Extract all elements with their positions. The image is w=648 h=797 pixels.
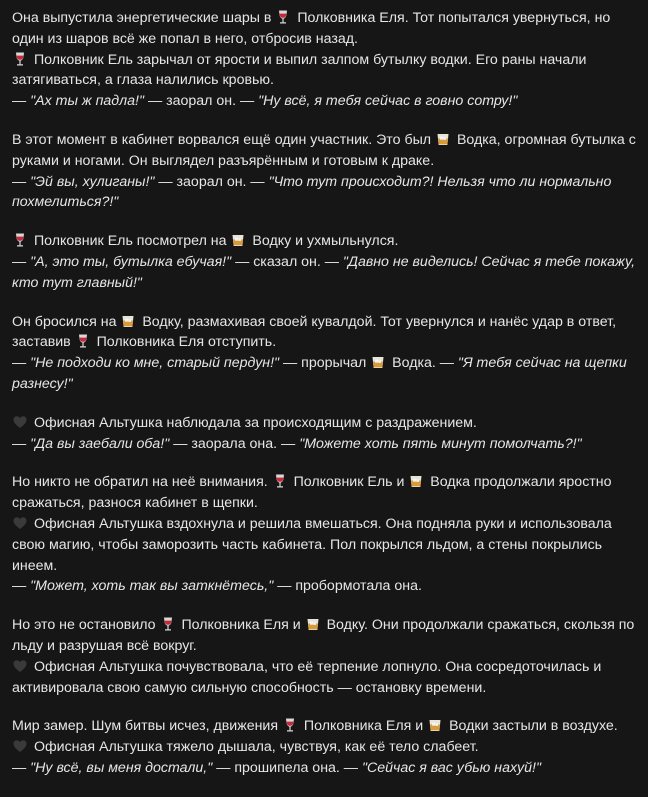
text: Водка продолжали яростно сражаться, разнося кабинет в щепки.	[12, 474, 612, 512]
line	[12, 434, 636, 455]
quote: "Может, хоть так вы заткнётесь,"	[30, 578, 274, 595]
text: Водки застыли в воздухе.	[445, 718, 618, 735]
quote: "Эй вы, хулиганы!"	[30, 173, 155, 190]
text: Офисная Альтушка почувствовала, что её терпение лопнуло. Она сосредоточилась и активировала свою самую сильную способность — остановку времени.	[12, 658, 602, 696]
text: Мир замер. Шум битвы исчез, движения	[12, 718, 282, 735]
line	[12, 716, 636, 758]
line	[12, 172, 636, 214]
tumbler-glass-icon	[370, 354, 386, 370]
quote: "Я тебя сейчас на щепки разнесу!"	[12, 355, 627, 392]
line	[12, 576, 636, 597]
quote: "Ну всё, вы меня достали,"	[30, 759, 213, 776]
wine-glass-icon	[75, 333, 91, 349]
paragraph-1	[12, 8, 636, 112]
wine-glass-icon	[12, 51, 28, 67]
text: — прорычал	[279, 355, 371, 372]
paragraph-4	[12, 312, 636, 395]
text: — заорал он. —	[144, 93, 259, 110]
line	[12, 50, 636, 92]
text: Полковника Еля и	[299, 718, 428, 735]
text: Офисная Альтушка наблюдала за происходящим с раздражением.	[30, 414, 477, 431]
dash: —	[12, 435, 31, 452]
text: — пробормотала она.	[273, 578, 422, 595]
black-heart-icon	[12, 414, 28, 430]
wine-glass-icon	[272, 473, 288, 489]
dash: —	[12, 759, 31, 776]
text: — сказал он. —	[231, 253, 343, 270]
paragraph-7	[12, 615, 636, 698]
line	[12, 312, 636, 354]
quote: "Что тут происходит?! Нельзя что ли нормально похмелиться?!"	[12, 173, 612, 211]
line	[12, 91, 636, 112]
quote: "А, это ты, бутылка ебучая!"	[30, 253, 232, 270]
wine-glass-icon	[282, 717, 298, 733]
text: Она выпустила энергетические шары в	[12, 10, 276, 26]
text: Офисная Альтушка тяжело дышала, чувствуя, как её тело слабеет.	[30, 739, 479, 756]
wine-glass-icon	[160, 616, 176, 632]
paragraph-3	[12, 231, 636, 293]
tumbler-glass-icon	[408, 473, 424, 489]
quote: "Не подходи ко мне, старый пердун!"	[30, 355, 280, 372]
text: Но это не остановило	[12, 617, 160, 634]
quote: "Сейчас я вас убью нахуй!"	[361, 759, 542, 776]
text: Офисная Альтушка вздохнула и решила вмешаться. Она подняла руки и использовала свою магию, чтобы заморозить часть кабинета. Пол покрылся льдом, а стены покрылись инеем.	[12, 515, 612, 574]
line	[12, 472, 636, 514]
tumbler-glass-icon	[230, 232, 246, 248]
quote: "Ах ты ж падла!"	[30, 93, 144, 110]
line	[12, 231, 636, 252]
paragraph-6	[12, 472, 636, 597]
tumbler-glass-icon	[427, 717, 443, 733]
text: — заорала она. —	[169, 435, 300, 452]
paragraph-5	[12, 413, 636, 455]
wine-glass-icon	[12, 232, 28, 248]
black-heart-icon	[12, 658, 28, 674]
text: — прошипела она. —	[212, 759, 362, 776]
paragraph-8	[12, 716, 636, 778]
wine-glass-icon	[275, 9, 291, 25]
text: Полковника Еля. Тот попытался увернуться, но один из шаров всё же попал в него, отбросив назад.	[12, 10, 611, 47]
text: Полковник Ель и	[289, 474, 409, 491]
black-heart-icon	[12, 738, 28, 754]
line	[12, 8, 636, 50]
dash: —	[12, 93, 31, 110]
text: Он бросился на	[12, 313, 121, 330]
quote: "Да вы заебали оба!"	[30, 435, 170, 452]
tumbler-glass-icon	[305, 616, 321, 632]
dash: —	[12, 578, 31, 595]
text: Водка. —	[388, 355, 458, 372]
dash: —	[12, 173, 31, 190]
quote: "Давно не виделись! Сейчас я тебе покажу, кто тут главный!"	[12, 253, 636, 291]
dash: —	[12, 253, 31, 270]
line	[12, 252, 636, 294]
text: Полковник Ель посмотрел на	[30, 233, 231, 250]
line	[12, 130, 636, 172]
line	[12, 657, 636, 699]
text: Полковника Еля и	[177, 617, 305, 634]
text: В этот момент в кабинет ворвался ещё один участник. Это был	[12, 131, 435, 148]
text: — заорал он. —	[154, 173, 269, 190]
tumbler-glass-icon	[435, 131, 451, 147]
text: Но никто не обратил на неё внимания.	[12, 474, 272, 491]
text: Полковник Ель зарычал от ярости и выпил залпом бутылку водки. Его раны начали затягиваться, а глаза налились кровью.	[12, 51, 587, 89]
line	[12, 413, 636, 434]
line	[12, 353, 636, 395]
line	[12, 514, 636, 576]
paragraph-2	[12, 130, 636, 213]
text: Водку, размахивая своей кувалдой. Тот увернулся и нанёс удар в ответ, заставив	[12, 313, 617, 351]
quote: "Ну всё, я тебя сейчас в говно сотру!"	[258, 93, 518, 110]
tumbler-glass-icon	[120, 313, 136, 329]
text: Водку и ухмыльнулся.	[248, 233, 399, 250]
black-heart-icon	[12, 515, 28, 531]
line	[12, 758, 636, 779]
text: Полковника Еля отступить.	[92, 334, 277, 351]
text: Водка, огромная бутылка с руками и ногами. Он выглядел разъярённым и готовым к драке.	[12, 131, 636, 169]
quote: "Можете хоть пять минут помолчать?!"	[299, 435, 582, 452]
line	[12, 615, 636, 657]
text: Водку. Они продолжали сражаться, скользя по льду и разрушая всё вокруг.	[12, 617, 635, 654]
dash: —	[12, 355, 31, 372]
